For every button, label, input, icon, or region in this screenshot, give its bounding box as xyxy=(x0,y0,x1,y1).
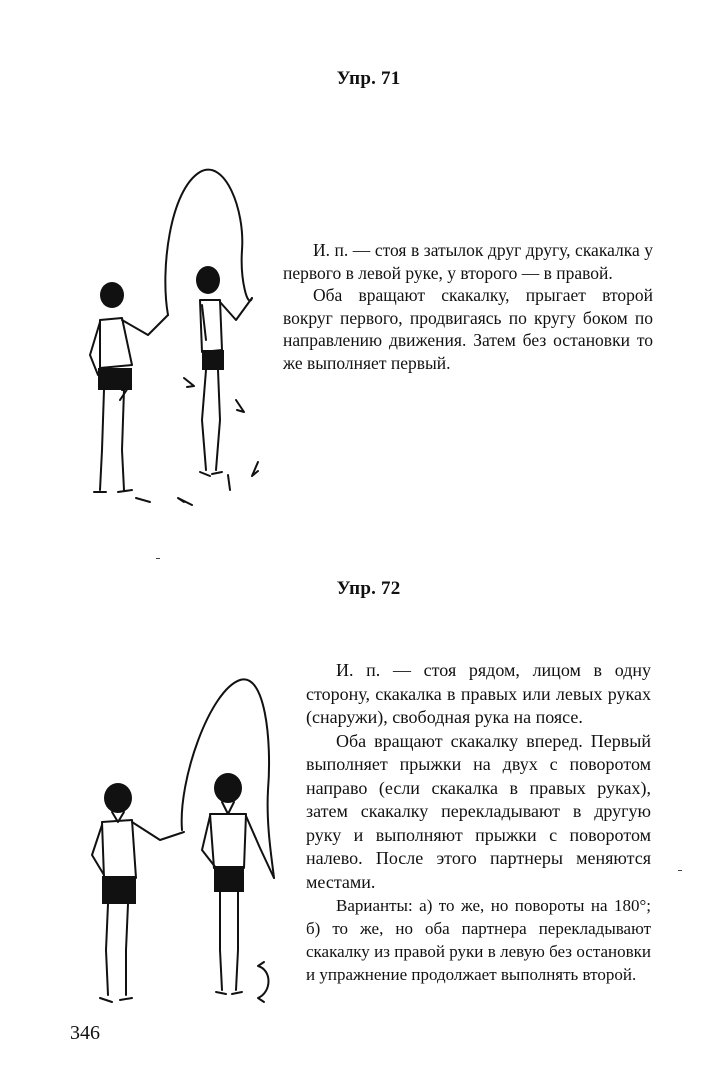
exercise-72-heading: Упр. 72 xyxy=(336,578,401,599)
exercise-71-illustration xyxy=(60,150,280,520)
exercise-71-paragraph: И. п. — стоя в затылок друг другу, скакалка у первого в левой руке, у второго — в правой. xyxy=(283,240,653,283)
second-partner-figure xyxy=(202,773,274,994)
arrow-icon xyxy=(178,498,192,505)
second-partner-figure xyxy=(196,266,252,476)
exercise-71-heading: Упр. 71 xyxy=(336,68,401,89)
arrow-icon xyxy=(252,462,258,476)
exercise-71-paragraph: Оба вращают скакалку, прыгает второй вокруг первого, продвигаясь по кругу боком по направлению движения. Затем без остановки то же выполняет первый. xyxy=(283,285,653,373)
first-partner-figure xyxy=(90,282,168,492)
page-number: 346 xyxy=(70,1022,100,1044)
exercise-72-description xyxy=(306,659,651,986)
arrow-icon xyxy=(184,378,194,387)
exercise-72-paragraph: И. п. — стоя рядом, лицом в одну сторону, скакалка в правых или левых руках (снаружи), свободная рука на поясе. xyxy=(306,660,651,727)
exercise-72-illustration xyxy=(60,650,290,1020)
exercise-72-paragraph: Оба вращают скакалку вперед. Первый выполняет прыжки на двух с поворотом направо (если скакалка в правых руках), затем скакалку перекладывают в другую руку и выполняют прыжки с поворотом налево. После этого партнеры меняются местами. xyxy=(306,730,651,892)
scan-mark xyxy=(678,870,682,871)
scan-mark xyxy=(156,558,160,559)
arrow-icon xyxy=(236,400,244,412)
exercise-72-paragraph: Варианты: а) то же, но повороты на 180°; б) то же, но оба партнера перекладывают скакалку из правой руки в левую без остановки и упражнение продолжает выполнять второй. xyxy=(306,896,651,984)
first-partner-figure xyxy=(92,783,184,1002)
rotation-arrow-icon xyxy=(258,962,269,1002)
arrow-icon xyxy=(228,475,230,490)
arrow-icon xyxy=(136,498,150,502)
exercise-71-description xyxy=(283,239,653,374)
